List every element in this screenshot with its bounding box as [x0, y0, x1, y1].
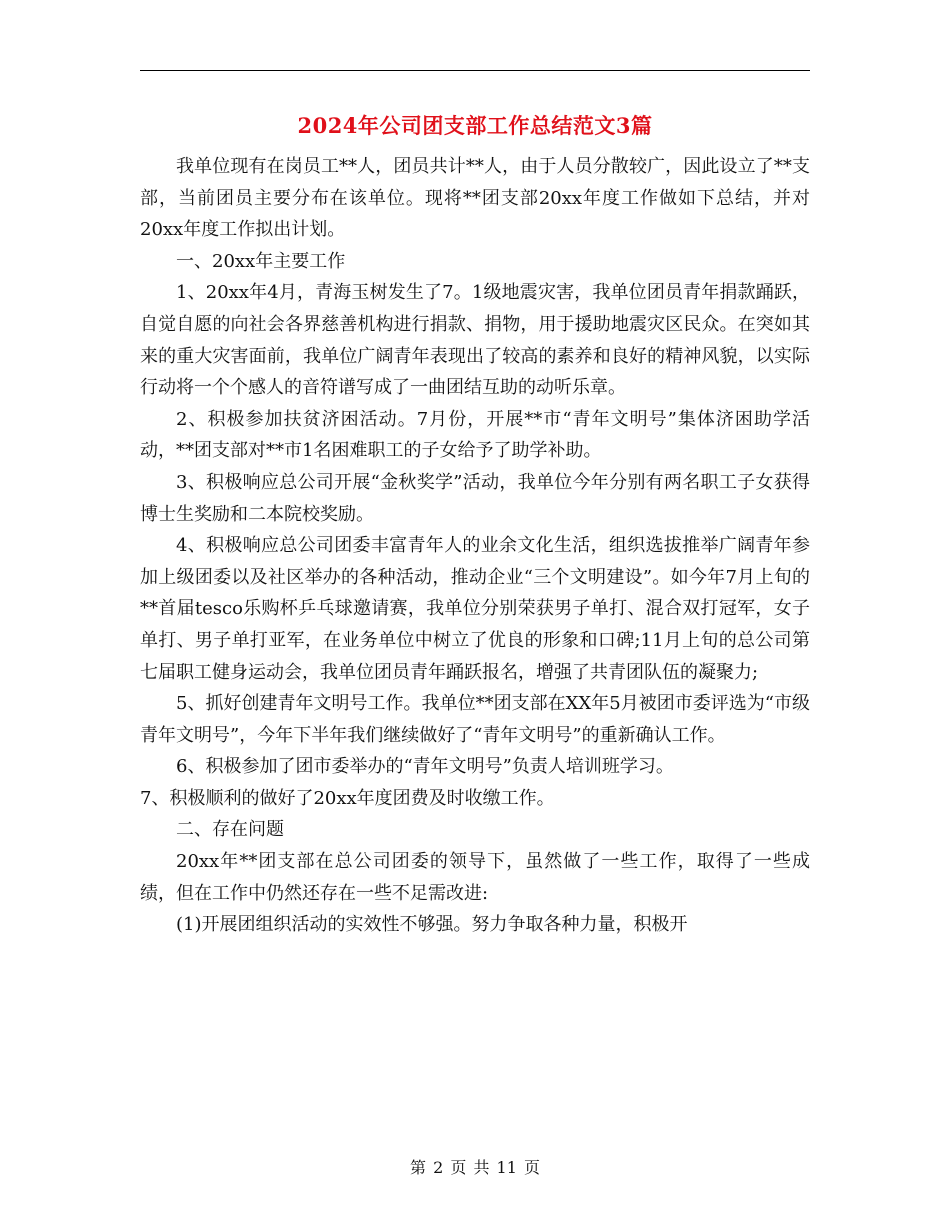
paragraph-intro: 我单位现有在岗员工**人，团员共计**人，由于人员分散较广，因此设立了**支部，当前团员主要分布在该单位。现将**团支部20xx年度工作做如下总结，并对20xx年度工作拟出计划。: [140, 156, 810, 241]
paragraph-item-7: 7、积极顺利的做好了20xx年度团费及时收缴工作。: [140, 787, 555, 809]
document-title: 2024年公司团支部工作总结范文3篇: [297, 113, 653, 138]
paragraph-item-5: 5、抓好创建青年文明号工作。我单位**团支部在XX年5月被团市委评选为“市级青年文明号”，今年下半年我们继续做好了“青年文明号”的重新确认工作。: [140, 693, 810, 746]
paragraph-item-4: 4、积极响应总公司团委丰富青年人的业余文化生活，组织选拔推举广阔青年参加上级团委以及社区举办的各种活动，推动企业“三个文明建设”。如今年7月上旬的**首届tesco乐购杯乒乓球邀请赛，我单位分别荣获男子单打、混合双打冠军，女子单打、男子单打亚军，在业务单位中树立了优良的形象和口碑;11月上旬的总公司第七届职工健身运动会，我单位团员青年踊跃报名，增强了共青团队伍的凝聚力;: [140, 535, 810, 683]
paragraph-item-2: 2、积极参加扶贫济困活动。7月份，开展**市“青年文明号”集体济困助学活动，**团支部对**市1名困难职工的子女给予了助学补助。: [140, 408, 810, 462]
paragraph-item-3: 3、积极响应总公司开展“金秋奖学”活动，我单位今年分别有两名职工子女获得博士生奖励和二本院校奖励。: [140, 471, 810, 525]
section-heading-problems: 二、存在问题: [176, 819, 284, 841]
paragraph-item-1: 1、20xx年4月，青海玉树发生了7。1级地震灾害，我单位团员青年捐款踊跃，自觉自愿的向社会各界慈善机构进行捐款、捐物，用于援助地震灾区民众。在突如其来的重大灾害面前，我单位广阔青年表现出了较高的素养和良好的精神风貌，以实际行动将一个个感人的音符谱写成了一曲团结互助的动听乐章。: [140, 282, 810, 399]
paragraph-problem-1: (1)开展团组织活动的实效性不够强。努力争取各种力量，积极开: [176, 914, 688, 936]
paragraph-item-6: 6、积极参加了团市委举办的“青年文明号”负责人培训班学习。: [176, 756, 674, 778]
document-body: [140, 151, 810, 941]
paragraph-problems-intro: 20xx年**团支部在总公司团委的领导下，虽然做了一些工作，取得了一些成绩，但在工作中仍然还存在一些不足需改进:: [140, 851, 810, 904]
section-heading-main-work: 一、20xx年主要工作: [176, 250, 346, 272]
page-footer: 第 2 页 共 11 页: [410, 1158, 540, 1177]
header-rule: [140, 70, 810, 71]
